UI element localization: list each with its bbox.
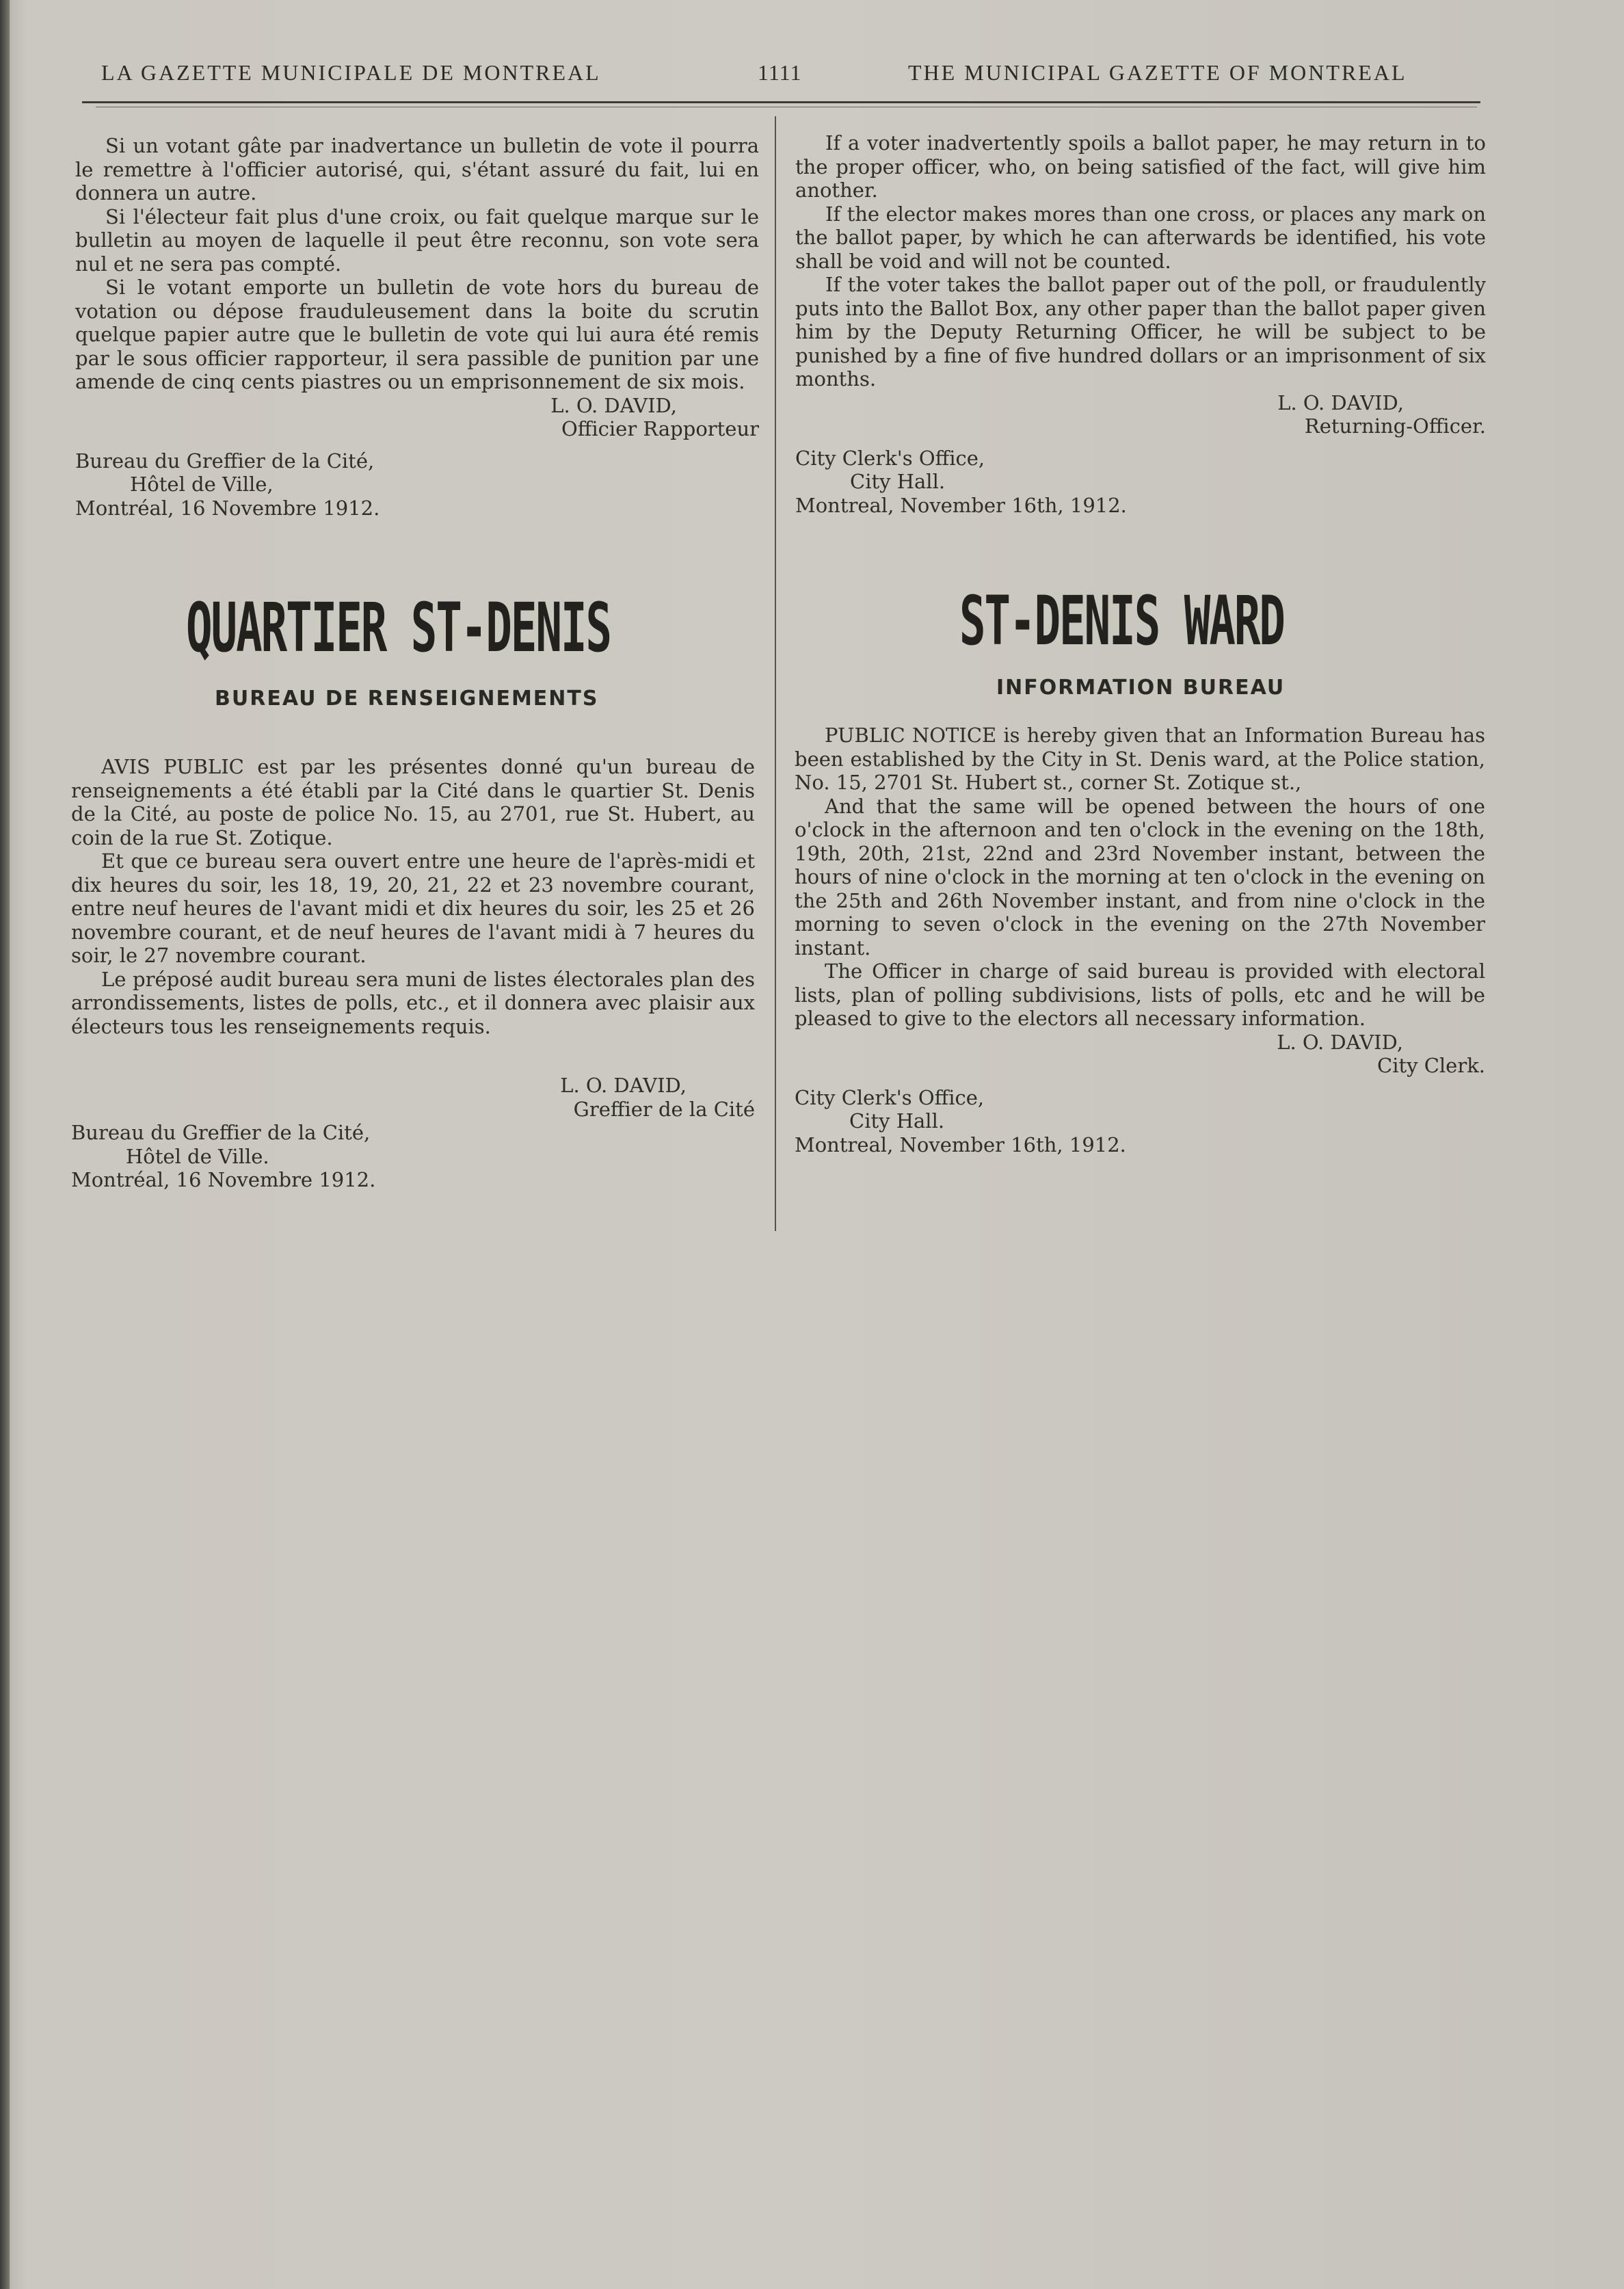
office-line: Hôtel de Ville, [130, 473, 274, 496]
header-rule [82, 101, 1480, 103]
office-line: City Clerk's Office, [795, 1085, 985, 1109]
signature-title: Greffier de la Cité [573, 1097, 755, 1121]
notice-paragraph: If the elector makes mores than one cross, or places any mark on the ballot paper, by which he can afterwards be identified, his vote shall be void and will not be counted. [795, 202, 1486, 273]
notice-paragraph: If a voter inadvertently spoils a ballot paper, he may return in to the proper officer, who, on being satisfied of the fact, will give him another. [795, 131, 1486, 202]
binding-spine [0, 0, 10, 2289]
office-line: City Hall. [849, 1109, 945, 1133]
french-section-subtitle: BUREAU DE RENSEIGNEMENTS [215, 687, 599, 711]
notice-paragraph: Si l'électeur fait plus d'une croix, ou fait quelque marque sur le bulletin au moyen de laquelle il peut être reconnu, son vote sera nul et ne sera pas compté. [75, 204, 759, 276]
office-line: City Clerk's Office, [795, 446, 985, 470]
office-line: Hôtel de Ville. [126, 1144, 269, 1168]
english-information-notice [795, 724, 1485, 1156]
notice-paragraph: And that the same will be opened between the hours of one o'clock in the afternoon and ten o'clock in the evening on the 18th, 19th, 20th, 21st, 22nd and 23rd November instant, between the hours of nine o'clock in the morning at ten o'clock in the evening on the 25th and 26th November instant, and from nine o'clock in the morning to seven o'clock in the evening on the 27th November instant. [795, 794, 1485, 960]
english-section-title: ST-DENIS WARD [959, 583, 1284, 661]
notice-paragraph: Et que ce bureau sera ouvert entre une heure de l'après-midi et dix heures du soir, les 18, 19, 20, 21, 22 et 23 novembre courant, entre neuf heures de l'avant midi et dix heures du soir, les 25 et 26 novembre courant, et de neuf heures de l'avant midi à 7 heures du soir, le 27 novembre courant. [71, 849, 755, 967]
signature-name: L. O. DAVID, [1277, 1030, 1403, 1054]
notice-paragraph: If the voter takes the ballot paper out of the poll, or fraudulently puts into the Ballot Box, any other paper than the ballot paper given him by the Deputy Returning Officer, he will be subject to be punished by a fine of five hundred dollars or an imprisonment of six months. [795, 273, 1486, 391]
signature-title: Officier Rapporteur [561, 417, 759, 440]
french-ballot-notice [75, 134, 759, 520]
signature-name: L. O. DAVID, [1277, 391, 1404, 414]
french-information-notice [71, 755, 755, 1192]
signature-title: Returning-Officer. [1304, 414, 1486, 438]
office-line: City Hall. [850, 470, 946, 493]
office-line: Bureau du Greffier de la Cité, [71, 1121, 371, 1144]
notice-paragraph: PUBLIC NOTICE is hereby given that an Information Bureau has been established by the City in St. Denis ward, at the Police station, No. 15, 2701 St. Hubert st., corner St. Zotique st., [795, 724, 1485, 794]
office-line: Montreal, November 16th, 1912. [795, 1133, 1126, 1156]
office-line: Montréal, 16 Novembre 1912. [71, 1168, 376, 1191]
notice-paragraph: The Officer in charge of said bureau is provided with electoral lists, plan of polling subdivisions, lists of polls, etc and he will be pleased to give to the electors all necessary information. [795, 960, 1485, 1030]
english-ballot-notice [795, 131, 1486, 517]
page-number: 1111 [758, 60, 802, 85]
notice-paragraph: Si un votant gâte par inadvertance un bulletin de vote il pourra le remettre à l'officier autorisé, qui, s'étant assuré du fait, lui en donnera un autre. [75, 134, 759, 204]
column-divider [775, 116, 776, 1231]
french-section-title: QUARTIER ST-DENIS [186, 590, 611, 668]
signature-name: L. O. DAVID, [550, 393, 677, 417]
signature-name: L. O. DAVID, [560, 1074, 687, 1097]
office-line: Bureau du Greffier de la Cité, [75, 449, 375, 473]
signature-title: City Clerk. [1377, 1054, 1485, 1077]
notice-paragraph: Si le votant emporte un bulletin de vote hors du bureau de votation ou dépose frauduleusement dans la boite du scrutin quelque papier autre que le bulletin de vote qui lui aura été remis par le sous officier rapporteur, il sera passible de punition par une amende de cinq cents piastres ou un emprisonnement de six mois. [75, 276, 759, 393]
office-line: Montréal, 16 Novembre 1912. [75, 496, 380, 520]
header-french-title: LA GAZETTE MUNICIPALE DE MONTREAL [101, 60, 601, 85]
notice-paragraph: AVIS PUBLIC est par les présentes donné qu'un bureau de renseignements a été établi par la Cité dans le quartier St. Denis de la Cité, au poste de police No. 15, au 2701, rue St. Hubert, au coin de la rue St. Zotique. [71, 755, 755, 849]
office-line: Montreal, November 16th, 1912. [795, 493, 1127, 517]
header-english-title: THE MUNICIPAL GAZETTE OF MONTREAL [908, 60, 1407, 85]
english-section-subtitle: INFORMATION BUREAU [996, 676, 1286, 700]
notice-paragraph: Le préposé audit bureau sera muni de listes électorales plan des arrondissements, listes de polls, etc., et il donnera avec plaisir aux électeurs tous les renseignements requis. [71, 967, 755, 1038]
